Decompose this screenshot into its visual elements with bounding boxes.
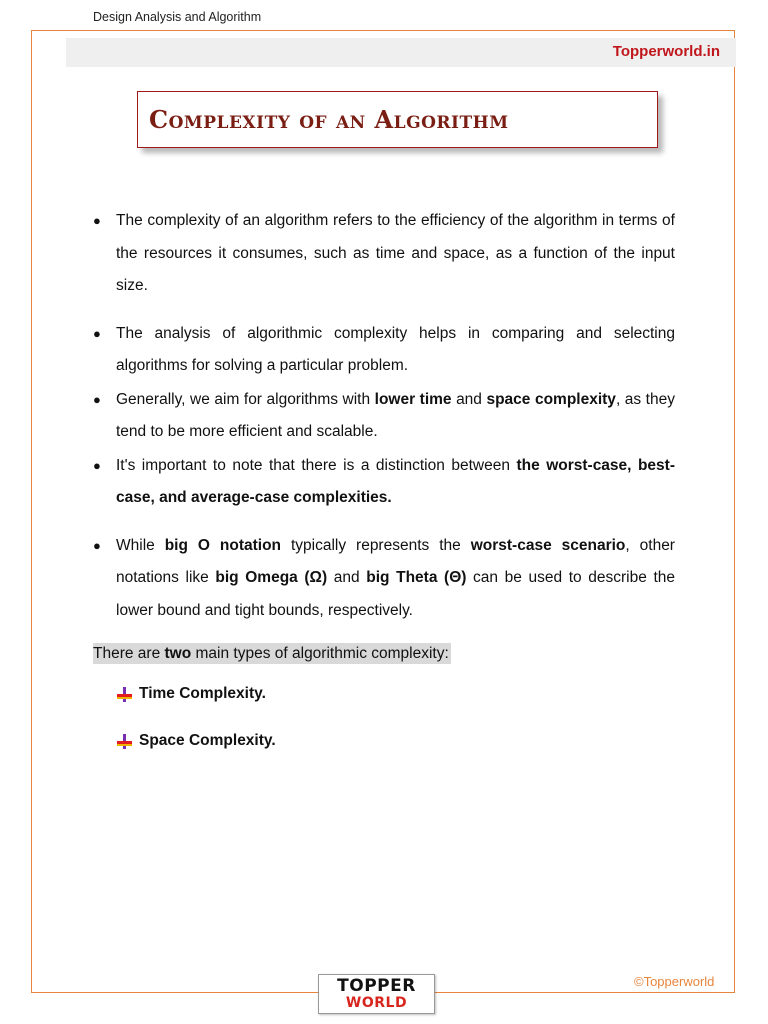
bullet-dot-icon: ●: [93, 537, 101, 553]
text-run: It's important to note that there is a distinction between: [116, 456, 517, 474]
text-run-bold: lower time: [374, 390, 452, 408]
text-run: and: [451, 390, 487, 408]
text-run-bold: big Omega (Ω): [215, 569, 328, 586]
text-run: typically represents the: [281, 536, 471, 554]
bullet-dot-icon: ●: [93, 457, 101, 473]
bullet-item: [93, 530, 675, 628]
bullet-dot-icon: ●: [93, 213, 101, 228]
content-body: [93, 205, 675, 777]
complexity-type-item: [93, 730, 675, 752]
bullet-text: [116, 212, 675, 294]
bullet-item: [93, 384, 675, 449]
bullet-dot-icon: ●: [93, 391, 101, 407]
complexity-type-label: Time Complexity.: [139, 684, 266, 702]
text-run-bold: worst-case scenario: [470, 536, 626, 554]
complexity-type-item: [93, 683, 675, 705]
bullet-item: [93, 318, 675, 383]
bullet-text: [116, 537, 675, 619]
text-run-bold: big Theta (Θ): [366, 569, 467, 586]
bullet-item: [93, 450, 675, 515]
text-run-bold: two: [164, 645, 192, 662]
text-run-bold: the worst-case, best-case, and average-case complexities.: [116, 456, 676, 506]
text-run-bold: big O notation: [164, 536, 282, 554]
types-intro: [93, 643, 451, 664]
text-run: and: [327, 569, 367, 586]
text-run: While: [116, 536, 165, 554]
text-run: , other notations like: [116, 536, 675, 586]
bullet-text: [116, 457, 675, 507]
site-band: [66, 38, 736, 67]
logo-line-2: WORLD: [345, 995, 408, 1011]
text-run: The analysis of algorithmic complexity helps in comparing and selecting algorithms for solving a particular problem.: [116, 324, 675, 374]
topperworld-logo: [318, 974, 435, 1014]
text-run: Generally, we aim for algorithms with: [116, 390, 375, 408]
cross-bullet-icon: [117, 734, 132, 749]
bullet-dot-icon: ●: [93, 325, 101, 341]
complexity-types-list: [93, 683, 675, 752]
text-run-bold: space complexity: [486, 390, 616, 408]
bullet-text: [116, 325, 675, 375]
complexity-type-label: Space Complexity.: [139, 731, 276, 749]
logo-line-1: TOPPER: [337, 976, 416, 996]
text-run: main types of algorithmic complexity:: [191, 645, 449, 662]
bullet-list: [93, 205, 675, 627]
text-run: The complexity of an algorithm refers to the efficiency of the algorithm in terms of the resources it consumes, such as time and space, as a function of the input size.: [116, 212, 675, 294]
bullet-item: [93, 205, 675, 303]
site-link[interactable]: Topperworld.in: [612, 43, 720, 60]
running-header: Design Analysis and Algorithm: [93, 10, 262, 24]
cross-bullet-icon: [117, 687, 132, 702]
page-title: Complexity of an Algorithm: [149, 105, 509, 134]
types-intro-wrap: [93, 638, 675, 671]
text-run: can be used to describe the lower bound and tight bounds, respectively.: [116, 569, 676, 619]
copyright-text: ©Topperworld: [634, 974, 715, 989]
text-run: There are: [93, 645, 165, 662]
text-run: , as they tend to be more efficient and scalable.: [116, 390, 675, 440]
title-box: [137, 91, 658, 148]
bullet-text: [116, 391, 675, 441]
